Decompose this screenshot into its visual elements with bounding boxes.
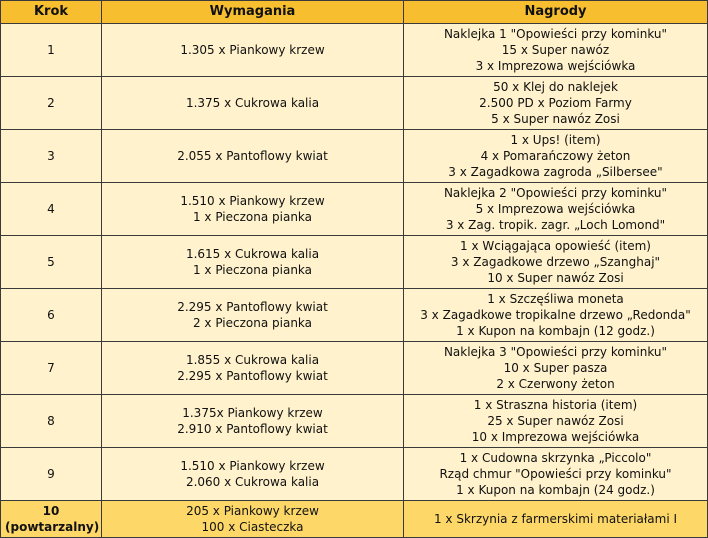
header-rewards: Nagrody: [404, 1, 708, 24]
table-row: [1, 448, 708, 501]
requirements-cell: [102, 183, 404, 236]
requirements-cell: [102, 77, 404, 130]
step-line: 3: [47, 149, 55, 163]
requirements-cell: [102, 448, 404, 501]
rewards-cell: [404, 501, 708, 538]
step-cell: [1, 395, 102, 448]
requirements-line: 1 x Pieczona pianka: [192, 263, 313, 277]
requirements-line: 2.055 x Pantoflowy kwiat: [177, 149, 328, 163]
step-line: 8: [47, 414, 55, 428]
step-line: 5: [47, 255, 55, 269]
table-row: [1, 395, 708, 448]
rewards-line: 5 x Imprezowa wejściówka: [475, 202, 636, 216]
header-step: Krok: [1, 1, 102, 24]
step-cell: [1, 77, 102, 130]
rewards-cell: [404, 183, 708, 236]
rewards-line: 1 x Kupon na kombajn (24 godz.): [456, 483, 655, 497]
rewards-line: 1 x Szczęśliwa moneta: [487, 292, 624, 306]
requirements-line: 1.375x Piankowy krzew: [182, 406, 323, 420]
step-cell: [1, 183, 102, 236]
rewards-line: 5 x Super nawóz Zosi: [491, 112, 620, 126]
step-cell: [1, 501, 102, 538]
requirements-line: 2.295 x Pantoflowy kwiat: [177, 300, 328, 314]
rewards-line: 2.500 PD x Poziom Farmy: [479, 96, 632, 110]
requirements-cell: [102, 130, 404, 183]
step-line: (powtarzalny): [5, 520, 100, 534]
rewards-line: 2 x Czerwony żeton: [496, 377, 615, 391]
requirements-cell: [102, 395, 404, 448]
rewards-cell: [404, 77, 708, 130]
rewards-line: 1 x Wciągająca opowieść (item): [460, 239, 651, 253]
step-line: 1: [47, 43, 55, 57]
requirements-line: 2.910 x Pantoflowy kwiat: [177, 422, 328, 436]
requirements-line: 2.295 x Pantoflowy kwiat: [177, 369, 328, 383]
requirements-line: 2 x Pieczona pianka: [192, 316, 313, 330]
rewards-line: 3 x Imprezowa wejściówka: [475, 59, 636, 73]
requirements-cell: [102, 289, 404, 342]
rewards-line: 3 x Zagadkowe drzewo „Szanghaj": [450, 255, 661, 269]
rewards-cell: [404, 395, 708, 448]
rewards-line: 25 x Super nawóz Zosi: [487, 414, 624, 428]
rewards-line: 1 x Kupon na kombajn (12 godz.): [456, 324, 655, 338]
requirements-line: 1.615 x Cukrowa kalia: [185, 247, 320, 261]
step-line: 9: [47, 467, 55, 481]
table-row: [1, 183, 708, 236]
step-cell: [1, 448, 102, 501]
step-cell: [1, 289, 102, 342]
rewards-line: 1 x Straszna historia (item): [473, 398, 638, 412]
step-cell: [1, 130, 102, 183]
rewards-line: 10 x Imprezowa wejściówka: [471, 430, 640, 444]
table-body: [1, 24, 708, 538]
requirements-line: 100 x Ciasteczka: [201, 520, 304, 534]
rewards-cell: [404, 24, 708, 77]
rewards-line: Naklejka 1 "Opowieści przy kominku": [443, 27, 668, 41]
table-row: [1, 24, 708, 77]
step-line: 6: [47, 308, 55, 322]
table-header-row: [1, 1, 708, 24]
rewards-cell: [404, 342, 708, 395]
rewards-line: Naklejka 3 "Opowieści przy kominku": [443, 345, 668, 359]
rewards-line: 1 x Ups! (item): [510, 133, 601, 147]
step-cell: [1, 342, 102, 395]
requirements-line: 1.855 x Cukrowa kalia: [185, 353, 320, 367]
rewards-line: Naklejka 2 "Opowieści przy kominku": [443, 186, 668, 200]
table-row: [1, 342, 708, 395]
step-line: 10: [42, 504, 60, 518]
rewards-cell: [404, 448, 708, 501]
table-row: [1, 501, 708, 538]
table-row: [1, 77, 708, 130]
step-cell: [1, 24, 102, 77]
requirements-cell: [102, 236, 404, 289]
rewards-line: Rząd chmur "Opowieści przy kominku": [439, 467, 672, 481]
table-row: [1, 289, 708, 342]
rewards-line: 50 x Klej do naklejek: [493, 80, 618, 94]
rewards-line: 3 x Zagadkowe tropikalne drzewo „Redonda": [420, 308, 691, 322]
header-requirements: Wymagania: [102, 1, 404, 24]
requirements-line: 1.510 x Piankowy krzew: [180, 194, 325, 208]
step-line: 4: [47, 202, 55, 216]
rewards-line: 10 x Super pasza: [503, 361, 608, 375]
step-line: 2: [47, 96, 55, 110]
rewards-cell: [404, 236, 708, 289]
rewards-line: 10 x Super nawóz Zosi: [487, 271, 624, 285]
step-cell: [1, 236, 102, 289]
requirements-line: 205 x Piankowy krzew: [186, 504, 319, 518]
table-row: [1, 130, 708, 183]
requirements-cell: [102, 342, 404, 395]
rewards-line: 1 x Cudowna skrzynka „Piccolo": [459, 451, 652, 465]
rewards-line: 1 x Skrzynia z farmerskimi materiałami I: [433, 512, 678, 526]
requirements-line: 2.060 x Cukrowa kalia: [185, 475, 320, 489]
requirements-cell: [102, 501, 404, 538]
table-row: [1, 236, 708, 289]
requirements-line: 1.305 x Piankowy krzew: [180, 43, 325, 57]
requirements-line: 1.510 x Piankowy krzew: [180, 459, 325, 473]
requirements-cell: [102, 24, 404, 77]
step-line: 7: [47, 361, 55, 375]
rewards-line: 15 x Super nawóz: [501, 43, 610, 57]
rewards-line: 4 x Pomarańczowy żeton: [480, 149, 631, 163]
rewards-cell: [404, 130, 708, 183]
rewards-line: 3 x Zagadkowa zagroda „Silbersee": [448, 165, 663, 179]
requirements-line: 1.375 x Cukrowa kalia: [185, 96, 320, 110]
rewards-cell: [404, 289, 708, 342]
requirements-line: 1 x Pieczona pianka: [192, 210, 313, 224]
rewards-line: 3 x Zag. tropik. zagr. „Loch Lomond": [445, 218, 666, 232]
